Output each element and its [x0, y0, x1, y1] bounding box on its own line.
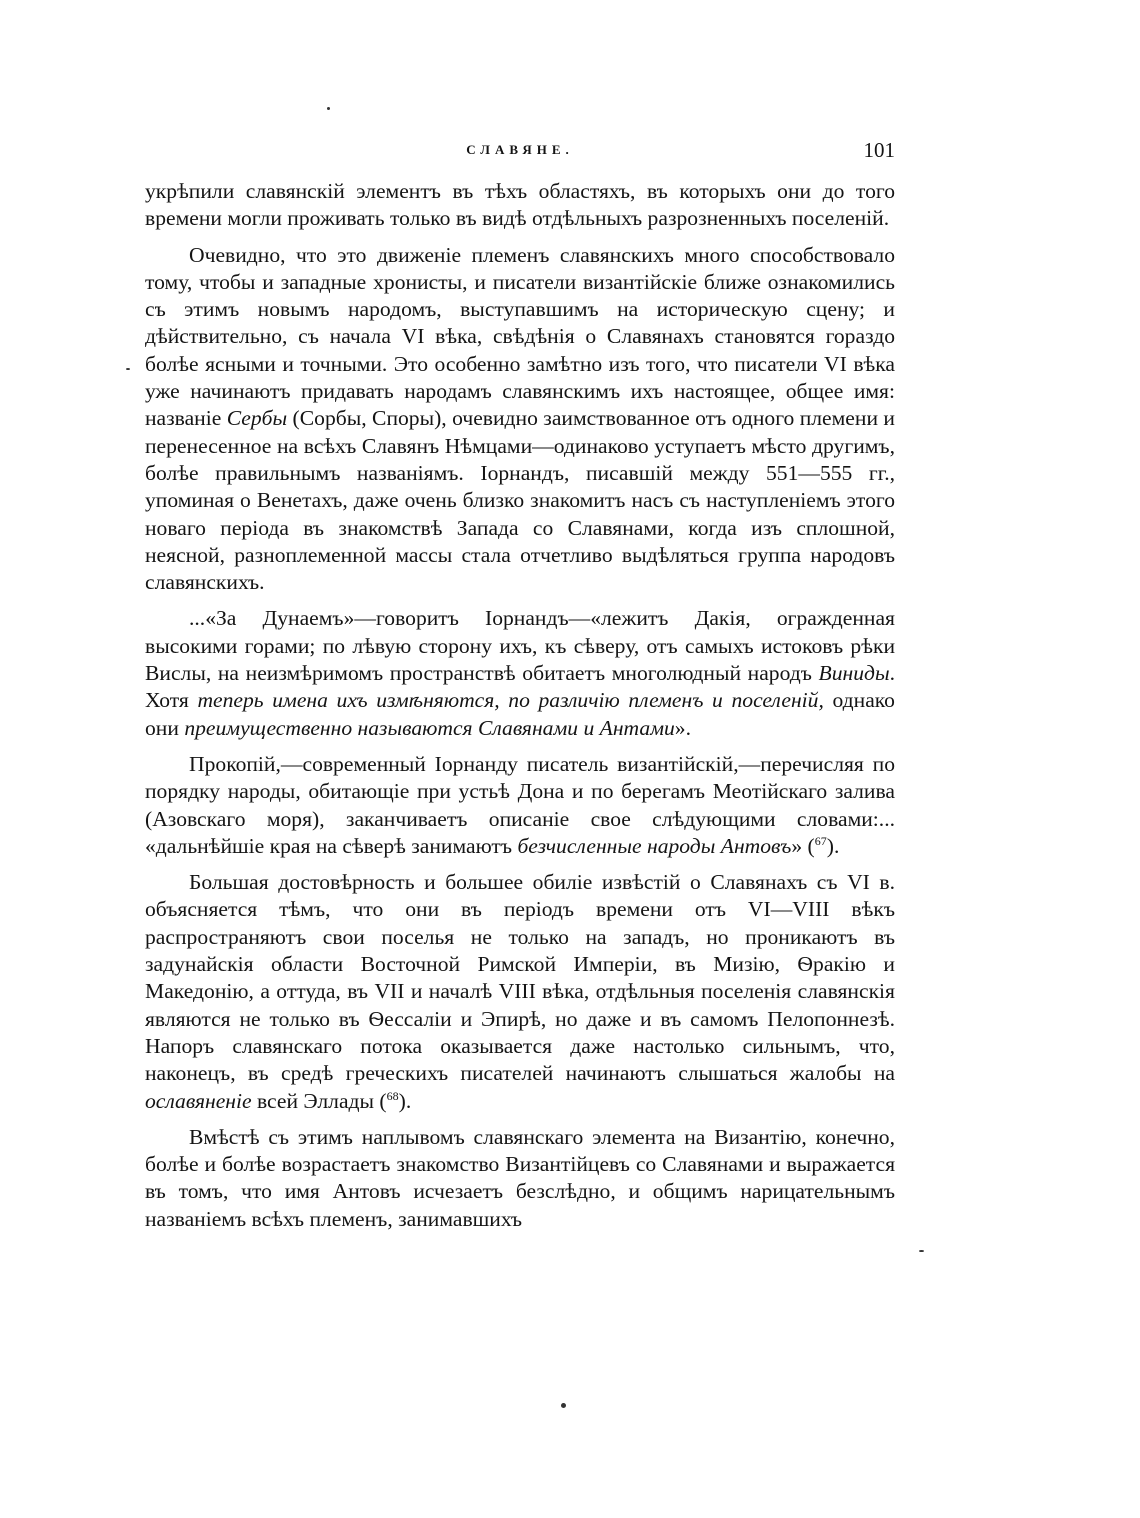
paragraph-1 [145, 178, 895, 233]
paragraph-3-text-c: . Хотя [145, 661, 895, 713]
paragraph-5-text-d: ). [398, 1088, 412, 1113]
paragraph-3-text-e: однако они [145, 688, 895, 740]
scan-speck [561, 1403, 566, 1408]
scan-speck [126, 368, 130, 370]
running-title: СЛАВЯНЕ. [466, 142, 574, 157]
body-text [145, 178, 895, 1242]
footnote-ref-68: 68 [386, 1088, 399, 1103]
paragraph-4 [145, 751, 895, 860]
page-number: 101 [863, 138, 895, 162]
paragraph-5 [145, 869, 895, 1115]
paragraph-2 [145, 242, 895, 597]
paragraph-4-italic-antes: безчисленные народы Антовъ [517, 833, 792, 858]
paragraph-3-quote [145, 605, 895, 741]
paragraph-4-text-c: » ( [791, 833, 815, 858]
paragraph-6-text: Вмѣстѣ съ этимъ наплывомъ славянскаго элемента на Византію, конечно, болѣе и болѣе возрастаетъ знакомство Византійцевъ со Славянами и выражается въ томъ, что имя Антовъ исчезаетъ безслѣдно, и общимъ нарицательнымъ названіемъ всѣхъ племенъ, занимавшихъ [145, 1124, 895, 1231]
footnote-ref-67: 67 [814, 833, 827, 848]
scan-speck [919, 1250, 924, 1252]
scan-speck [327, 107, 330, 110]
paragraph-3-italic-vinidy: Виниды [818, 661, 890, 686]
paragraph-5-text-c: всей Эллады ( [251, 1088, 387, 1113]
paragraph-2-text-a: Очевидно, что это движеніе племенъ славянскихъ много способствовало тому, чтобы и западные хронисты, и писатели византійскіе ближе ознакомились съ этимъ новымъ народомъ, выступавшимъ на историческую сцену; и дѣйствительно, съ начала VI вѣка, свѣдѣнія о Славянахъ становятся гораздо болѣе ясными и точными. Это особенно замѣтно изъ того, что писатели VI вѣка уже начинаютъ придавать народамъ славянскимъ ихъ настоящее, общее имя: названіе [145, 242, 895, 431]
paragraph-3-text-g: ». [674, 715, 691, 740]
paragraph-1-text: укрѣпили славянскій элементъ въ тѣхъ областяхъ, въ которыхъ они до того времени могли проживать только въ видѣ отдѣльныхъ разрозненныхъ поселеній. [145, 179, 895, 231]
paragraph-3-text-a: ...«За Дунаемъ»—говоритъ Іорнандъ—«лежитъ Дакія, огражденная высокими горами; по лѣвую сторону ихъ, къ сѣверу, отъ самыхъ истоковъ рѣки Вислы, на неизмѣримомъ пространствѣ обитаетъ многолюдный народъ [145, 606, 895, 686]
paragraph-2-text-c: (Сорбы, Споры), очевидно заимствованное отъ одного племени и перенесенное на всѣхъ Славянъ Нѣмцами—одинаково уступаетъ мѣсто другимъ, болѣе правильнымъ названіямъ. Іорнандъ, писавшій между 551—555 гг., упоминая о Венетахъ, даже очень близко знакомитъ насъ съ наступленіемъ этого новаго періода въ знакомствѣ Запада со Славянами, когда изъ сплошной, неясной, разноплеменной массы стала отчетливо выдѣляться группа народовъ славянскихъ. [145, 406, 895, 595]
paragraph-2-italic-serby: Сербы [226, 406, 288, 431]
paragraph-6 [145, 1124, 895, 1233]
paragraph-5-italic-slavicization: ославяненіе [145, 1088, 252, 1113]
page-header [145, 138, 895, 168]
paragraph-3-italic-slavs-antes: преимущественно называются Славянами и Антами [184, 715, 675, 740]
paragraph-4-text-d: ). [826, 833, 840, 858]
paragraph-5-text-a: Большая достовѣрность и большее обиліе извѣстій о Славянахъ съ VI в. объясняется тѣмъ, что они въ періодъ времени отъ VI—VIII вѣкъ распространяютъ свои поселья не только на западъ, но проникаютъ въ задунайскія области Восточной Римской Имперіи, въ Мизію, Ѳракію и Македонію, а оттуда, въ VII и началѣ VIII вѣка, отдѣльныя поселенія славянскія являются не только въ Ѳессаліи и Эпирѣ, но даже и въ самомъ Пелопоннезѣ. Напоръ славянскаго потока оказывается даже настолько сильнымъ, что, наконецъ, въ средѣ греческихъ писателей начинаютъ слышаться жалобы на [145, 870, 895, 1086]
paragraph-3-italic-names: теперь имена ихъ измѣняются, по различію племенъ и поселеній, [197, 688, 824, 713]
paragraph-4-text-a: Прокопій,—современный Іорнанду писатель византійскій,—перечисляя по порядку народы, обитающіе при устьѣ Дона и по берегамъ Меотійскаго залива (Азовскаго моря), заканчиваетъ описаніе свое слѣдующими словами:... «дальнѣйшіе края на сѣверѣ занимаютъ [145, 751, 895, 858]
